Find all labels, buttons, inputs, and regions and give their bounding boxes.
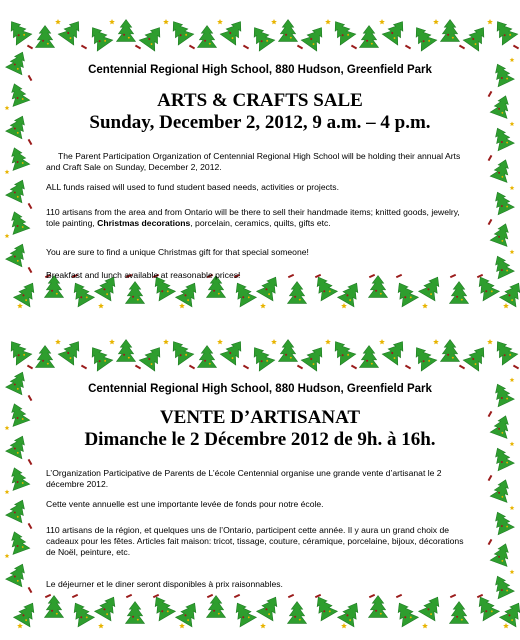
christmas-tree-icon [472, 272, 499, 300]
christmas-tree-icon [490, 413, 514, 439]
christmas-tree-icon [6, 432, 31, 458]
christmas-tree-icon [500, 278, 520, 306]
christmas-tree-icon [126, 282, 145, 304]
ribbon-icon [135, 365, 141, 370]
christmas-tree-icon [14, 598, 41, 626]
christmas-tree-icon [490, 336, 518, 365]
christmas-tree-icon [490, 157, 514, 183]
christmas-tree-icon [176, 598, 203, 626]
ribbon-icon [488, 219, 493, 225]
christmas-tree-icon [391, 278, 418, 306]
christmas-tree-icon [419, 592, 446, 620]
christmas-tree-icon [6, 209, 30, 235]
christmas-tree-icon [139, 22, 167, 51]
christmas-tree-icon [301, 342, 329, 371]
ribbon-icon [405, 45, 411, 50]
ribbon-icon [288, 594, 294, 598]
christmas-tree-icon [489, 444, 514, 470]
christmas-decorations-highlight: Christmas decorations [97, 218, 191, 228]
ribbon-icon [351, 45, 357, 50]
star-icon [422, 303, 428, 308]
star-icon [98, 623, 104, 628]
star-icon [487, 19, 493, 24]
ribbon-icon [45, 594, 51, 598]
star-icon [433, 19, 439, 24]
christmas-tree-icon [310, 592, 337, 620]
star-icon [510, 442, 515, 447]
christmas-tree-icon [220, 16, 248, 45]
christmas-tree-icon [490, 221, 514, 247]
ribbon-icon [72, 594, 78, 598]
christmas-tree-icon [288, 282, 307, 304]
ribbon-icon [28, 75, 33, 81]
star-icon [510, 378, 515, 383]
christmas-tree-icon [166, 336, 194, 365]
christmas-tree-icon [450, 282, 469, 304]
christmas-tree-icon [67, 278, 94, 306]
star-icon [260, 623, 266, 628]
christmas-tree-icon [176, 278, 203, 306]
sale-title: ARTS & CRAFTS SALE [157, 90, 363, 111]
christmas-tree-icon [198, 26, 217, 48]
christmas-tree-icon [198, 346, 217, 368]
star-icon [179, 303, 185, 308]
christmas-tree-icon [166, 16, 194, 45]
funds-paragraph: ALL funds raised will used to fund student based needs, activities or projects. [46, 182, 339, 192]
christmas-tree-icon [85, 22, 113, 51]
artisans-paragraph: 110 artisans de la région, et quelques uns de l’Ontario, participent cette année. Il y aura un grand choix de cadeaux pour les fêtes. Articles fait maison: tricot, tissage, couture, céramique, porcelaine, bijoux, décorations de Noël, peinture, etc. [46, 525, 464, 557]
christmas-tree-icon [369, 596, 388, 618]
star-icon [5, 426, 10, 431]
school-address: Centennial Regional High School, 880 Hudson, Greenfield Park [88, 64, 432, 76]
christmas-tree-icon [338, 598, 365, 626]
star-icon [5, 106, 10, 111]
christmas-tree-icon [6, 560, 31, 586]
star-icon [433, 339, 439, 344]
christmas-tree-icon [6, 368, 31, 394]
star-icon [271, 339, 277, 344]
ribbon-icon [488, 155, 493, 161]
christmas-tree-icon [139, 342, 167, 371]
christmas-tree-icon [4, 16, 32, 45]
intro-paragraph: L’Organization Participative de Parents de L’école Centennial organise une grande vente d’artisanat le 2 décembre 2012. [46, 468, 442, 489]
ribbon-icon [405, 365, 411, 370]
christmas-tree-icon [85, 342, 113, 371]
flyer-french [0, 320, 520, 640]
christmas-tree-icon [360, 26, 379, 48]
christmas-tree-icon [279, 340, 298, 362]
christmas-tree-icon [6, 529, 30, 555]
christmas-tree-icon [409, 342, 437, 371]
christmas-tree-icon [382, 336, 410, 365]
christmas-tree-icon [463, 342, 491, 371]
christmas-tree-icon [489, 508, 514, 534]
ribbon-icon [488, 539, 493, 545]
christmas-tree-icon [490, 477, 514, 503]
christmas-tree-icon [409, 22, 437, 51]
christmas-tree-icon [441, 20, 460, 42]
christmas-tree-icon [126, 602, 145, 624]
ribbon-icon [513, 45, 519, 50]
christmas-tree-icon [117, 340, 136, 362]
christmas-tree-icon [58, 336, 86, 365]
christmas-tree-icon [489, 572, 514, 598]
ribbon-icon [27, 45, 33, 50]
star-icon [5, 554, 10, 559]
christmas-tree-icon [490, 93, 514, 119]
christmas-tree-icon [6, 81, 30, 107]
food-paragraph: Le déjeurner et le diner seront disponibles à prix raisonnables. [46, 579, 283, 589]
christmas-tree-icon [338, 278, 365, 306]
christmas-tree-icon [489, 380, 514, 406]
christmas-tree-icon [6, 176, 31, 202]
ribbon-icon [81, 45, 87, 50]
ribbon-icon [488, 475, 493, 481]
star-icon [510, 506, 515, 511]
ribbon-icon [459, 45, 465, 50]
ribbon-icon [28, 587, 33, 593]
artisans-text-end: , porcelain, ceramics, quilts, gifts etc. [190, 218, 331, 228]
christmas-tree-icon [117, 20, 136, 42]
ribbon-icon [450, 594, 456, 598]
ribbon-icon [297, 45, 303, 50]
ribbon-icon [28, 459, 33, 465]
star-icon [510, 250, 515, 255]
christmas-tree-icon [301, 22, 329, 51]
sale-date: Sunday, December 2, 2012, 9 a.m. – 4 p.m. [89, 112, 431, 133]
ribbon-icon [488, 411, 493, 417]
star-icon [503, 623, 509, 628]
ribbon-icon [135, 45, 141, 50]
christmas-tree-icon [382, 16, 410, 45]
christmas-tree-icon [328, 16, 356, 45]
christmas-tree-icon [450, 602, 469, 624]
christmas-tree-icon [391, 598, 418, 626]
funds-paragraph: Cette vente annuelle est une importante levée de fonds pour notre école. [46, 499, 324, 509]
star-icon [217, 19, 223, 24]
christmas-tree-icon [45, 596, 64, 618]
christmas-tree-icon [67, 598, 94, 626]
star-icon [163, 339, 169, 344]
ribbon-icon [126, 594, 132, 598]
christmas-tree-icon [490, 541, 514, 567]
christmas-tree-icon [6, 112, 31, 138]
christmas-tree-icon [6, 48, 31, 74]
christmas-tree-icon [14, 278, 41, 306]
star-icon [55, 19, 61, 24]
christmas-tree-icon [36, 346, 55, 368]
star-icon [271, 19, 277, 24]
star-icon [325, 19, 331, 24]
ribbon-icon [28, 203, 33, 209]
christmas-tree-icon [6, 496, 31, 522]
ribbon-icon [81, 365, 87, 370]
artisans-paragraph [46, 207, 474, 229]
christmas-tree-icon [6, 465, 30, 491]
christmas-tree-icon [229, 278, 256, 306]
ribbon-icon [243, 45, 249, 50]
ribbon-icon [488, 91, 493, 97]
star-icon [510, 122, 515, 127]
ribbon-icon [459, 365, 465, 370]
ribbon-icon [396, 594, 402, 598]
christmas-tree-icon [247, 342, 275, 371]
christmas-tree-icon [6, 145, 30, 171]
star-icon [325, 339, 331, 344]
star-icon [260, 303, 266, 308]
ribbon-icon [243, 365, 249, 370]
ribbon-icon [189, 45, 195, 50]
ribbon-icon [369, 594, 375, 598]
food-paragraph: Breakfast and lunch available at reasonable prices! [46, 270, 241, 280]
star-icon [98, 303, 104, 308]
christmas-tree-icon [58, 16, 86, 45]
star-icon [17, 623, 23, 628]
christmas-tree-icon [360, 346, 379, 368]
star-icon [379, 19, 385, 24]
star-icon [17, 303, 23, 308]
ribbon-icon [234, 594, 240, 598]
christmas-tree-icon [463, 22, 491, 51]
christmas-tree-icon [490, 16, 518, 45]
christmas-tree-icon [207, 596, 226, 618]
star-icon [487, 339, 493, 344]
christmas-tree-icon [4, 336, 32, 365]
christmas-tree-icon [489, 124, 514, 150]
christmas-tree-icon [95, 592, 122, 620]
star-icon [341, 303, 347, 308]
intro-paragraph: The Parent Participation Organization of Centennial Regional High School will be holding their annual Arts and Craft Sale on Sunday, December 2, 2012. [46, 151, 461, 172]
christmas-tree-icon [279, 20, 298, 42]
ribbon-icon [351, 365, 357, 370]
star-icon [422, 623, 428, 628]
star-icon [510, 58, 515, 63]
star-icon [5, 490, 10, 495]
star-icon [510, 570, 515, 575]
star-icon [55, 339, 61, 344]
christmas-tree-icon [6, 240, 31, 266]
sale-date: Dimanche le 2 Décembre 2012 de 9h. à 16h. [84, 429, 436, 450]
ribbon-icon [189, 365, 195, 370]
christmas-tree-icon [328, 336, 356, 365]
christmas-tree-icon [148, 592, 175, 620]
ribbon-icon [27, 365, 33, 370]
ribbon-icon [28, 523, 33, 529]
star-icon [217, 339, 223, 344]
star-icon [341, 623, 347, 628]
ribbon-icon [207, 594, 213, 598]
ribbon-icon [297, 365, 303, 370]
artisans-text-start: 110 artisans from the area and from Ontario will be there to sell their handmade items; knitted goods, jewelry, tole painting, [46, 207, 460, 228]
gift-paragraph: You are sure to find a unique Christmas gift for that special someone! [46, 247, 309, 257]
star-icon [109, 19, 115, 24]
school-address: Centennial Regional High School, 880 Hudson, Greenfield Park [88, 383, 432, 395]
ribbon-icon [28, 267, 33, 273]
star-icon [503, 303, 509, 308]
christmas-tree-icon [489, 252, 514, 278]
ribbon-icon [28, 139, 33, 145]
christmas-tree-icon [257, 592, 284, 620]
star-icon [5, 234, 10, 239]
star-icon [179, 623, 185, 628]
christmas-tree-icon [288, 602, 307, 624]
star-icon [109, 339, 115, 344]
christmas-tree-icon [489, 60, 514, 86]
star-icon [379, 339, 385, 344]
christmas-tree-icon [36, 26, 55, 48]
ribbon-icon [28, 395, 33, 401]
sale-title: VENTE D’ARTISANAT [159, 407, 361, 428]
star-icon [510, 186, 515, 191]
star-icon [163, 19, 169, 24]
christmas-tree-icon [441, 340, 460, 362]
star-icon [5, 170, 10, 175]
christmas-tree-icon [220, 336, 248, 365]
christmas-tree-icon [247, 22, 275, 51]
christmas-tree-icon [6, 401, 30, 427]
christmas-tree-icon [229, 598, 256, 626]
christmas-tree-icon [500, 598, 520, 626]
christmas-tree-icon [489, 188, 514, 214]
ribbon-icon [513, 365, 519, 370]
christmas-tree-icon [472, 592, 499, 620]
